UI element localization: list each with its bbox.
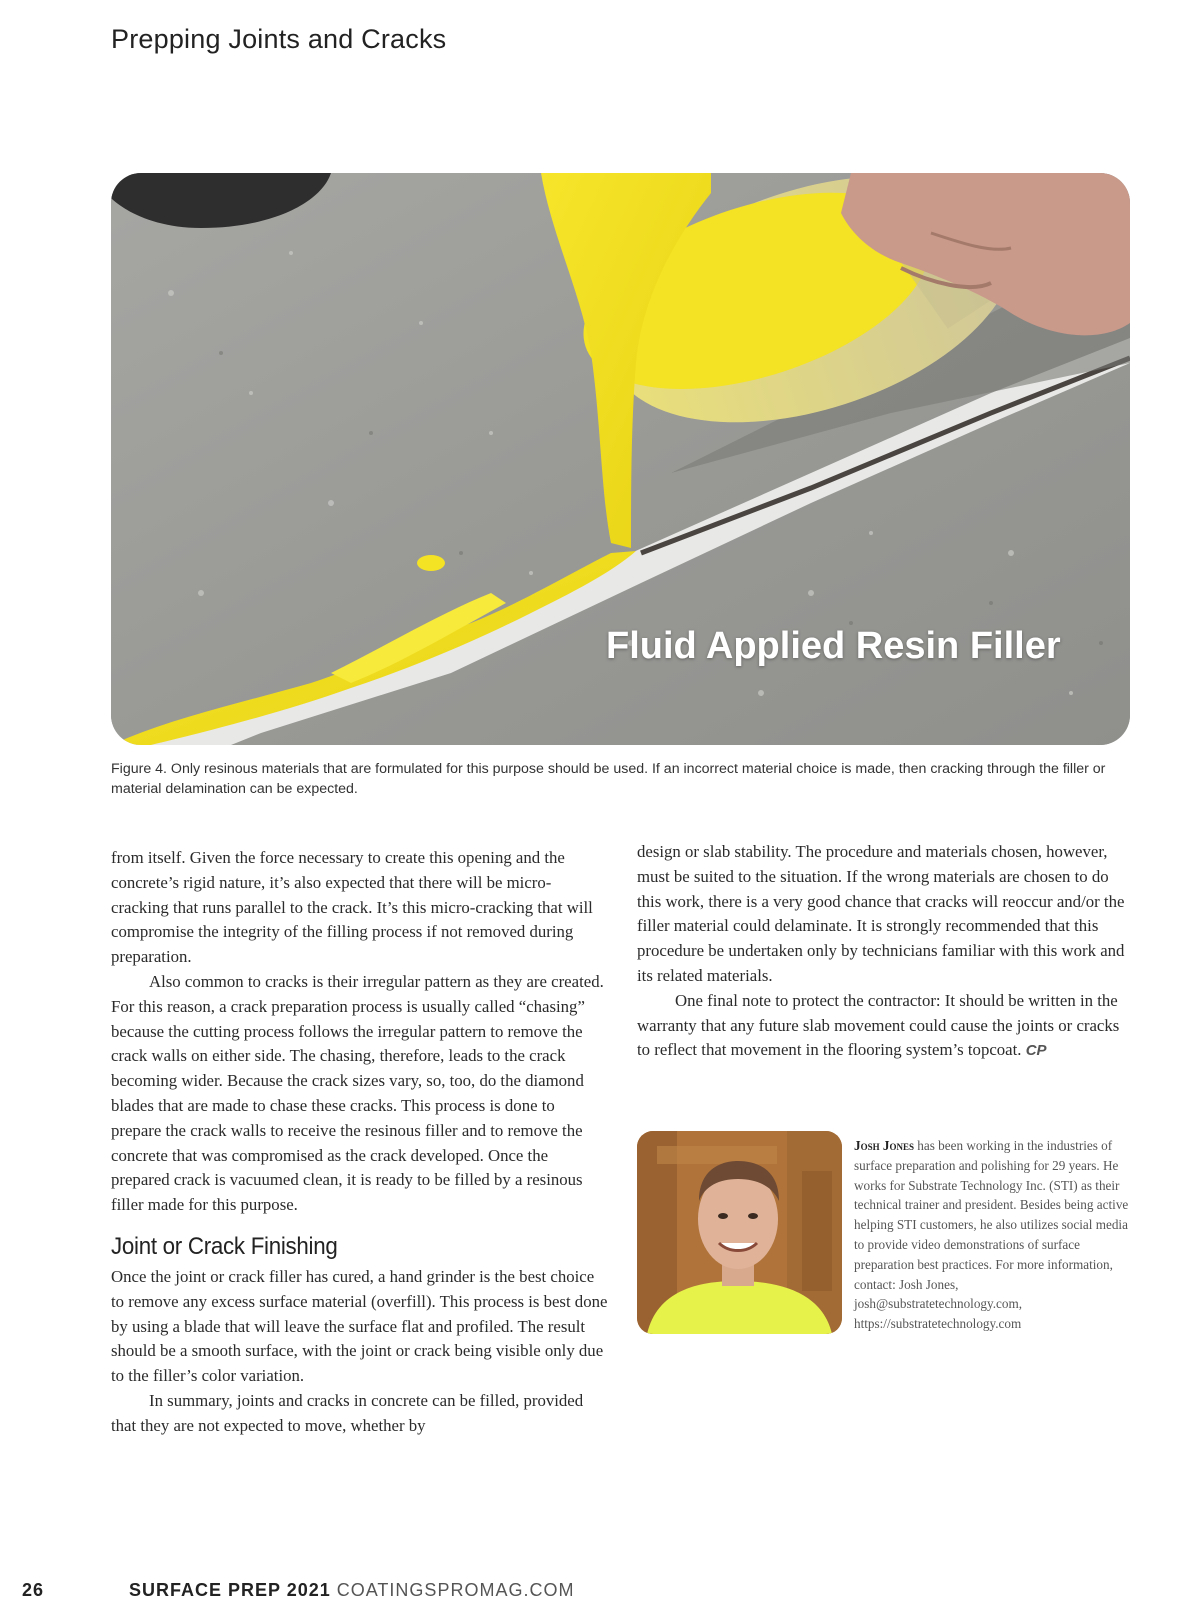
page-footer <box>22 1580 574 1601</box>
paragraph: Also common to cracks is their irregular pattern as they are created. For this reason, a crack preparation process is usually called “chasing” because the cutting process follows the irregular pattern to remove the crack walls on either side. The chasing, therefore, leads to the crack becoming wider. Because the crack sizes vary, so, too, do the diamond blades that are made to chase these cracks. This process is done to prepare the crack walls to receive the resinous filler and to remove the concrete that was compromised as the crack developed. Once the prepared crack is vacuumed clean, it is ready to be filled by a resinous filler made for this purpose. <box>111 971 604 1215</box>
magazine-website: COATINGSPROMAG.COM <box>336 1580 575 1600</box>
paragraph: design or slab stability. The procedure and materials chosen, however, must be suited to the situation. If the wrong materials are chosen to do this work, there is a very good chance that cracks will reoccur and/or the filler material could delaminate. It is strongly recommended that this procedure be undertaken only by technicians familiar with this work and its related materials. <box>637 842 1125 985</box>
magazine-issue: SURFACE PREP 2021 <box>129 1580 331 1600</box>
figure-caption: Figure 4. Only resinous materials that are formulated for this purpose should be used. If an incorrect material choice is made, then cracking through the filler or material delamination can be expected. <box>111 761 1106 797</box>
paragraph-text: One final note to protect the contractor: It should be written in the warranty that any future slab movement could cause the joints or cracks to reflect that movement in the flooring system’s topcoat. <box>637 990 1120 1060</box>
author-bio-text: has been working in the industries of surface preparation and polishing for 29 years. He works for Substrate Technology Inc. (STI) as their technical trainer and president. Besides being active helping STI customers, he also utilizes social media to provide video demonstrations of surface preparation best practices. For more information, contact: Josh Jones, josh@substratetechnology.com, https://substratetechnology.com <box>854 1138 1129 1332</box>
article-right-column <box>637 840 1135 1064</box>
figure-photo <box>111 173 1130 745</box>
end-mark: CP <box>1025 1042 1047 1060</box>
author-name: Josh Jones <box>854 1138 914 1153</box>
paragraph <box>637 989 1135 1064</box>
paragraph: Once the joint or crack filler has cured, a hand grinder is the best choice to remove any excess surface material (overfill). This process is best done by using a blade that will leave the surface flat and profiled. The result should be a smooth surface, with the joint or crack being visible only due to the filler’s color variation. <box>111 1266 608 1386</box>
section-subheading: Joint or Crack Finishing <box>111 1232 338 1260</box>
article-left-column <box>111 846 608 1439</box>
paragraph: In summary, joints and cracks in concrete can be filled, provided that they are not expected to move, whether by <box>111 1390 584 1435</box>
section-title: Prepping Joints and Cracks <box>111 24 447 54</box>
figure-overlay-label: Fluid Applied Resin Filler <box>606 625 1061 667</box>
page-number: 26 <box>22 1580 45 1600</box>
author-photo <box>637 1131 842 1334</box>
paragraph: from itself. Given the force necessary to create this opening and the concrete’s rigid nature, it’s also expected that there will be micro-cracking that runs parallel to the crack. It’s this micro-cracking that will compromise the integrity of the filling process if not removed during preparation. <box>111 848 593 967</box>
author-bio <box>854 1136 1129 1334</box>
author-portrait-illustration <box>637 1131 842 1334</box>
